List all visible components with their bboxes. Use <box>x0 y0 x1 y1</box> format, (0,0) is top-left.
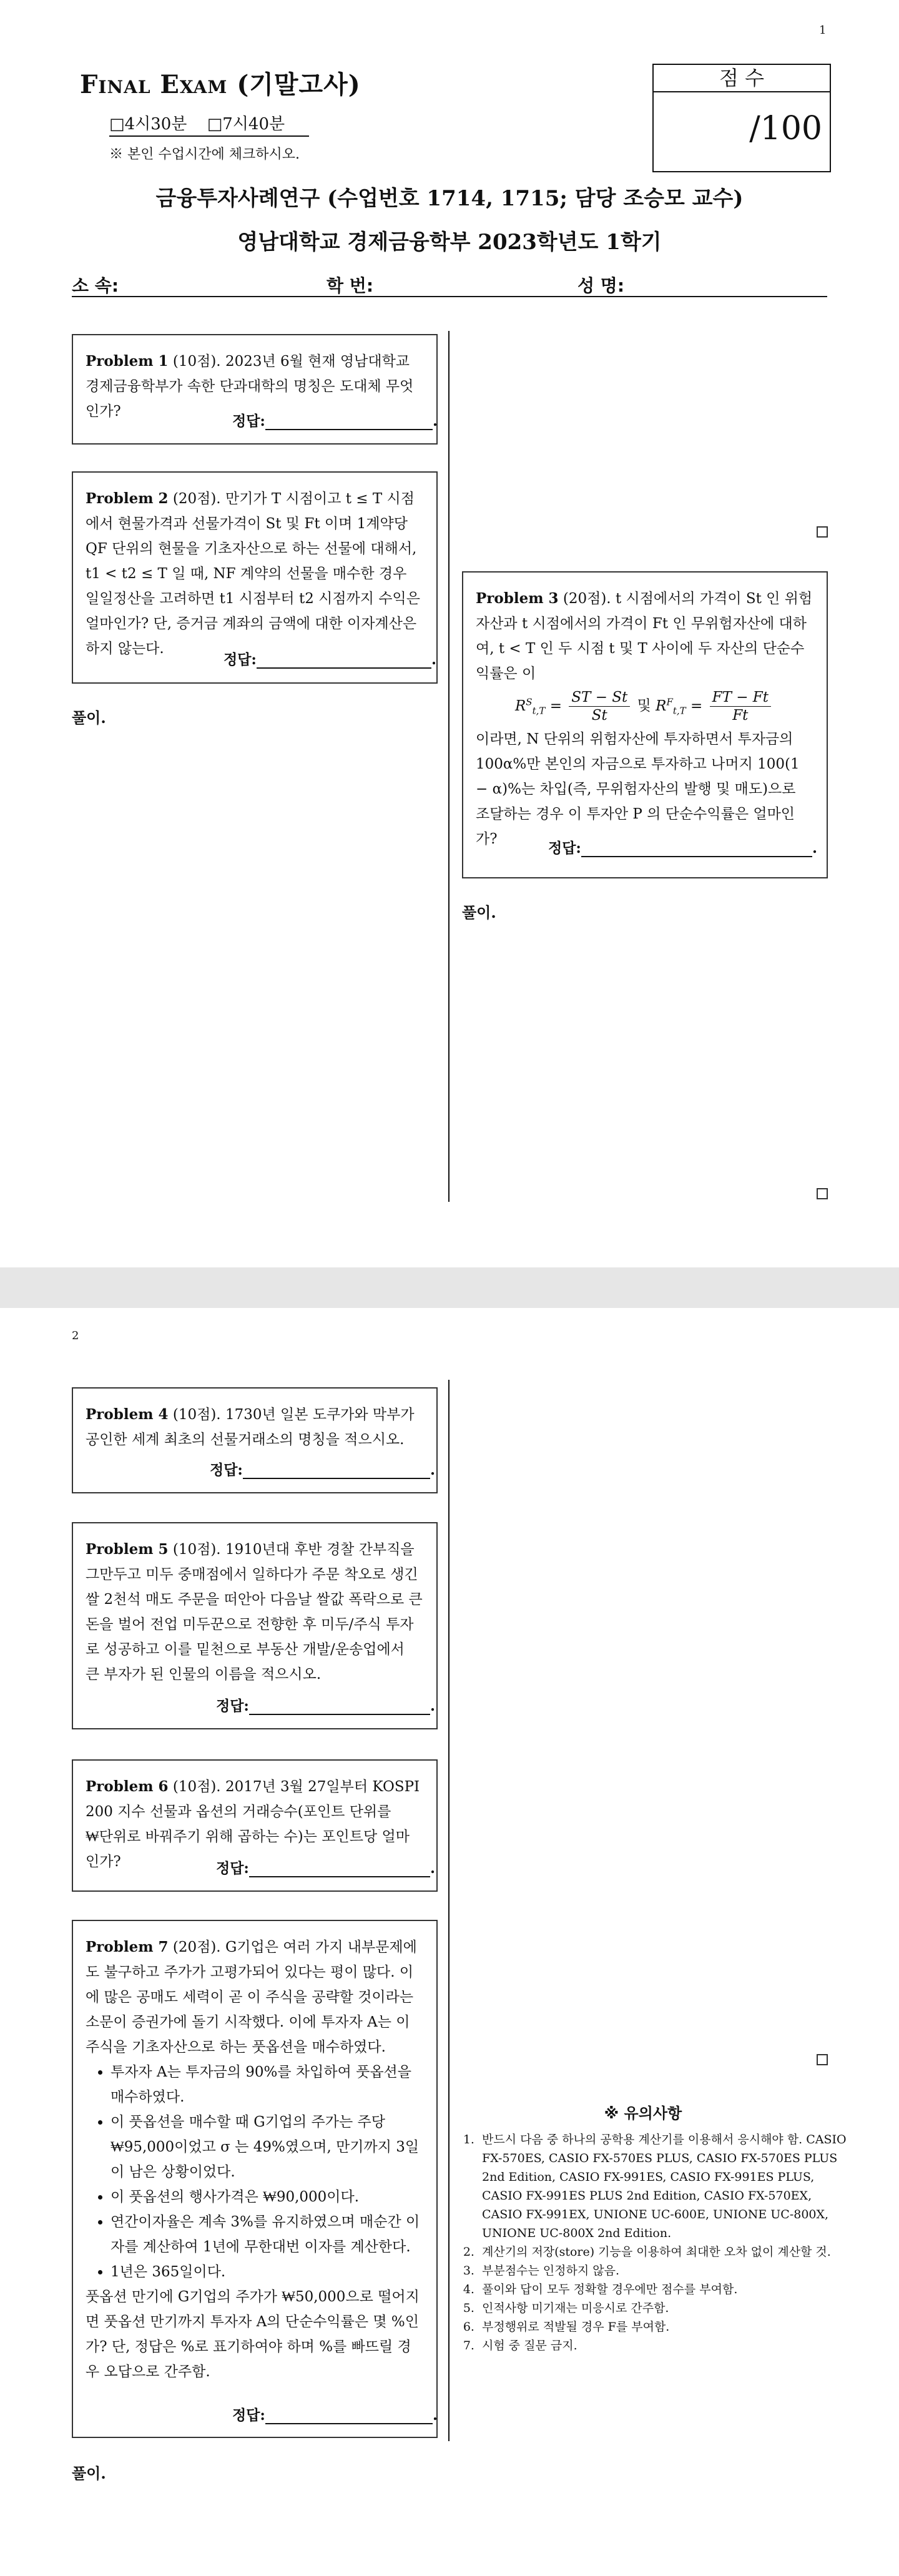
answer-label: 정답: <box>216 1698 249 1714</box>
problem-3-formula <box>476 689 813 724</box>
solution-label: 풀이. <box>462 903 496 922</box>
problem-3-title: Problem 3 <box>476 590 559 607</box>
page-number: 1 <box>819 24 827 37</box>
student-id-label: 학 번: <box>327 275 374 296</box>
problem-2-answer <box>224 648 436 669</box>
column-divider <box>448 331 450 1202</box>
affiliation-label: 소 속: <box>72 275 119 296</box>
problem-7-title: Problem 7 <box>86 1939 169 1955</box>
problem-6-points: (10점). <box>172 1779 221 1795</box>
exam-title <box>80 65 361 101</box>
checkbox-marker[interactable] <box>817 1188 828 1199</box>
problem-4-text: 1730년 일본 도쿠가와 막부가 공인한 세계 최초의 선물거래소의 명칭을 적으시오. <box>86 1407 415 1448</box>
time-options <box>109 111 309 137</box>
problem-2-points: (20점). <box>172 491 221 507</box>
problem-5-title: Problem 5 <box>86 1541 169 1558</box>
problem-7-answer <box>232 2404 438 2424</box>
formula-conjunction: 및 <box>637 697 651 714</box>
list-item: 5. 인적사항 미기재는 미응시로 간주함. <box>478 2299 847 2318</box>
solution-label: 풀이. <box>72 709 106 727</box>
answer-label: 정답: <box>210 1462 243 1478</box>
problem-3-text-after: 이라면, N 단위의 위험자산에 투자하면서 투자금의 100α%만 본인의 자금으로 투자하고 나머지 100(1 − α)%는 차입(즉, 무위험자산의 발행 및 매도)으로 조달하는 경우 이 투자안 P 의 단순수익률은 얼마인가? <box>476 731 800 847</box>
notes-list <box>462 2130 847 2355</box>
problem-2-title: Problem 2 <box>86 490 169 507</box>
answer-label: 정답: <box>224 651 257 668</box>
score-label: 점 수 <box>654 65 830 92</box>
problem-3-points: (20점). <box>562 591 611 607</box>
answer-field[interactable] <box>265 2407 433 2424</box>
exam-title-prefix: Final Exam <box>80 70 228 99</box>
problem-3-box <box>462 571 828 878</box>
answer-end: . <box>431 651 436 668</box>
formula-right-fraction: $\frac{FT - Ft}{Ft}$ <box>710 689 771 724</box>
answer-field[interactable] <box>249 1860 430 1877</box>
score-box <box>652 64 831 172</box>
problem-7-outro: 풋옵션 만기에 G기업의 주가가 ₩50,000으로 떨어지면 풋옵션 만기까지 투자자 A의 단순수익률은 몇 %인가? 단, 정답은 %로 표기하여야 하며 %를 빠뜨릴 경우 오답으로 간주함. <box>86 2289 420 2380</box>
exam-page-1 <box>0 0 899 1267</box>
problem-5-text: 1910년대 후반 경찰 간부직을 그만두고 미두 중매점에서 일하다가 주문 착오로 생긴 쌀 2천석 매도 주문을 떠안아 다음날 쌀값 폭락으로 큰 돈을 벌어 전업 미두꾼으로 전향한 후 미두/주식 투자로 성공하고 이를 밑천으로 부동산 개발/운송업에서 큰 부자가 된 인물의 이름을 적으시오. <box>86 1541 423 1683</box>
score-value: /100 <box>749 110 822 147</box>
list-item: 2. 계산기의 저장(store) 기능을 이용하여 최대한 오차 없이 계산할 것. <box>478 2243 847 2261</box>
problem-3-answer <box>548 837 817 857</box>
formula-left-lhs: $R^S_{t,T}$ = <box>514 696 562 717</box>
list-item: • 투자자 A는 투자금의 90%를 차입하여 풋옵션을 매수하였다. <box>111 2060 423 2110</box>
problem-6-answer <box>216 1857 435 1877</box>
problem-6-text: 2017년 3월 27일부터 KOSPI 200 지수 선물과 옵션의 거래승수(포인트 단위를 ₩단위로 바꿔주기 위해 곱하는 수)는 포인트당 얼마인가? <box>86 1779 420 1870</box>
notes-title: ※ 유의사항 <box>604 2105 682 2122</box>
checkbox-marker[interactable] <box>817 2054 828 2065</box>
problem-5-answer <box>216 1694 435 1715</box>
list-item: 1. 반드시 다음 중 하나의 공학용 계산기를 이용해서 응시해야 함. CASIO FX-570ES, CASIO FX-570ES PLUS, CASIO FX-570ES PLUS 2nd Edition, CASIO FX-991ES, CASIO FX-991ES PLUS, CASIO FX-991ES PLUS 2nd Edition, CASIO FX-570EX, CASIO FX-991EX, UNIONE UC-600E, UNIONE UC-800X, UNIONE UC-800X 2nd Edition. <box>478 2130 847 2243</box>
problem-6-title: Problem 6 <box>86 1778 169 1795</box>
problem-7-intro: G기업은 여러 가지 내부문제에도 불구하고 주가가 고평가되어 있다는 평이 많다. 이에 많은 공매도 세력이 곧 이 주식을 공략할 것이라는 소문이 증권가에 돌기 시작했다. 이에 투자자 A는 이 주식을 기초자산으로 하는 풋옵션을 매수하였다. <box>86 1939 417 2055</box>
time-option-740[interactable]: □7시40분 <box>207 115 285 134</box>
answer-end: . <box>430 1462 435 1478</box>
list-item: 6. 부정행위로 적발될 경우 F를 부여함. <box>478 2318 847 2336</box>
column-divider <box>448 1380 450 2441</box>
exam-title-suffix: (기말고사) <box>237 70 361 99</box>
problem-1-title: Problem 1 <box>86 353 169 370</box>
problem-4-answer <box>210 1458 435 1479</box>
answer-label: 정답: <box>548 840 581 857</box>
answer-field[interactable] <box>243 1462 430 1479</box>
list-item: 3. 부분점수는 인정하지 않음. <box>478 2261 847 2280</box>
problem-3-text-before: t 시점에서의 가격이 St 인 위험자산과 t 시점에서의 가격이 Ft 인 무위험자산에 대하여, t < T 인 두 시점 t 및 T 사이에 두 자산의 단순수익률은 이 <box>476 591 813 682</box>
student-info-row <box>72 271 827 297</box>
problem-4-title: Problem 4 <box>86 1406 169 1423</box>
answer-end: . <box>812 840 817 857</box>
problem-5-points: (10점). <box>172 1541 221 1558</box>
formula-right-lhs: $R^F_{t,T}$ = <box>656 696 703 717</box>
time-option-430[interactable]: □4시30분 <box>109 115 187 134</box>
answer-label: 정답: <box>216 1860 249 1877</box>
list-item: 7. 시험 중 질문 금지. <box>478 2336 847 2355</box>
university-title: 영남대학교 경제금융학부 2023학년도 1학기 <box>237 230 662 255</box>
answer-label: 정답: <box>232 2407 265 2424</box>
time-note: ※ 본인 수업시간에 체크하시오. <box>109 147 300 162</box>
problem-7-box <box>72 1920 438 2438</box>
solution-label: 풀이. <box>72 2464 106 2482</box>
page-number: 2 <box>72 1329 79 1342</box>
answer-end: . <box>432 2407 438 2424</box>
name-label: 성 명: <box>577 275 625 296</box>
answer-field[interactable] <box>249 1698 430 1715</box>
answer-field[interactable] <box>257 651 431 669</box>
problem-7-conditions <box>86 2060 423 2284</box>
problem-4-points: (10점). <box>172 1407 221 1423</box>
list-item: • 이 풋옵션의 행사가격은 ₩90,000이다. <box>111 2185 423 2210</box>
checkbox-marker[interactable] <box>817 526 828 538</box>
course-title: 금융투자사례연구 (수업번호 1714, 1715; 담당 조승모 교수) <box>155 186 744 211</box>
problem-1-text: 2023년 6월 현재 영남대학교 경제금융학부가 속한 단과대학의 명칭은 도대체 무엇인가? <box>86 353 414 420</box>
formula-left-fraction: $\frac{ST - St}{St}$ <box>569 689 630 724</box>
list-item: 4. 풀이와 답이 모두 정확할 경우에만 점수를 부여함. <box>478 2280 847 2299</box>
answer-end: . <box>430 1860 435 1877</box>
problem-1-points: (10점). <box>172 353 221 370</box>
answer-field[interactable] <box>265 413 433 430</box>
problem-2-text: 만기가 T 시점이고 t ≤ T 시점에서 현물가격과 선물가격이 St 및 Ft 이며 1계약당 QF 단위의 현물을 기초자산으로 하는 선물에 대해서, t1 < t2 ≤ T 일 때, NF 계약의 선물을 매수한 경우 일일정산을 고려하면 t1 시점부터 t2 시점까지 수익은 얼마인가? 단, 증거금 계좌의 금액에 대한 이자계산은 하지 않는다. <box>86 491 420 657</box>
list-item: • 1년은 365일이다. <box>111 2259 423 2284</box>
problem-1-answer <box>232 410 438 430</box>
answer-label: 정답: <box>232 413 265 430</box>
answer-end: . <box>432 413 438 430</box>
answer-end: . <box>430 1698 435 1714</box>
answer-field[interactable] <box>581 840 812 857</box>
problem-7-points: (20점). <box>172 1939 221 1955</box>
list-item: • 이 풋옵션을 매수할 때 G기업의 주가는 주당 ₩95,000이었고 σ 는 49%였으며, 만기까지 3일이 남은 상황이었다. <box>111 2110 423 2185</box>
list-item: • 연간이자율은 계속 3%를 유지하였으며 매순간 이자를 계산하여 1년에 무한대번 이자를 계산한다. <box>111 2210 423 2259</box>
